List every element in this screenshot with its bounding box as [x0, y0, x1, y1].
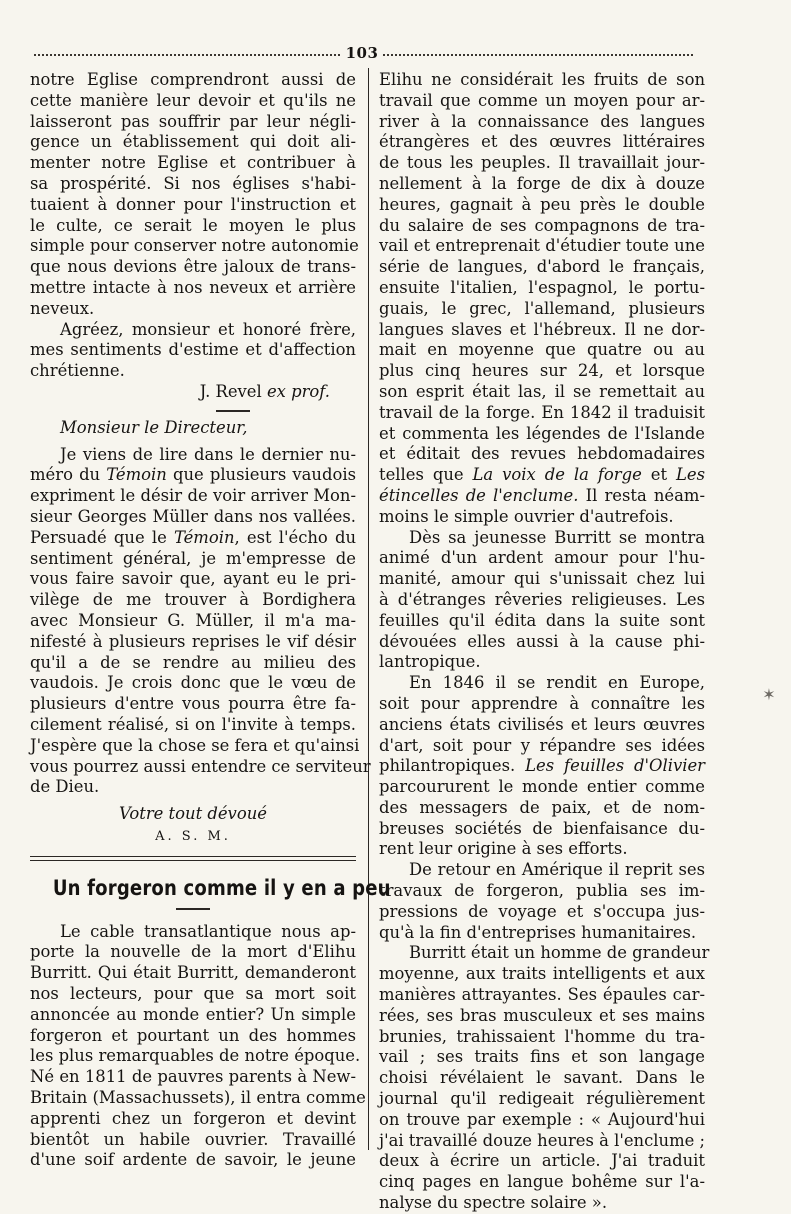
text-line: d'une soif ardente de savoir, le jeune — [30, 1150, 356, 1170]
signature-title: ex prof. — [266, 381, 330, 401]
text-line: feuilles qu'il édita dans la suite sont — [379, 610, 705, 630]
text-line: vous pourrez aussi entendre ce serviteur — [30, 756, 371, 776]
publication-title: Les — [676, 465, 705, 485]
text-line: sentiment général, je m'empresse de — [30, 548, 356, 568]
text-line: Agréez, monsieur et honoré frère, — [60, 319, 356, 339]
newspaper-name: Témoin — [106, 465, 167, 485]
text-line: soit pour apprendre à connaître les — [379, 693, 705, 713]
text-line: forgeron et pourtant un des hommes — [30, 1025, 356, 1045]
text-line: telles que La voix de la forge et Les — [379, 465, 705, 485]
text-line: plusieurs d'entre vous pourra être fa- — [30, 694, 356, 714]
text-line: Dès sa jeunesse Burritt se montra — [409, 527, 705, 547]
signature-name: J. Revel — [199, 381, 262, 401]
text-line: moyenne, aux traits intelligents et aux — [379, 964, 705, 984]
text-line: simple pour conserver notre autonomie — [30, 236, 359, 256]
text-line: vilège de me trouver à Bordighera — [30, 590, 356, 610]
letter-two-salutation: Monsieur le Directeur, — [60, 417, 248, 437]
publication-title: étincelles de l'enclume. — [379, 485, 579, 505]
text-line: Né en 1811 de pauvres parents à New- — [30, 1067, 356, 1087]
text-line: manité, amour qui s'unissait chez lui — [379, 569, 705, 589]
text-line: d'art, soit pour y répandre ses idées — [379, 735, 705, 755]
text-line: méro du Témoin que plusieurs vaudois — [30, 465, 356, 485]
article-paragraph-5 — [379, 943, 710, 1213]
header-ornament-left — [34, 54, 340, 56]
text-line: étincelles de l'enclume. Il resta néam- — [379, 485, 705, 505]
text-line: menter notre Eglise et contribuer à — [30, 153, 356, 173]
headline-separator — [176, 908, 210, 910]
text-line: river à la connaissance des langues — [379, 111, 705, 131]
text-line: qu'à la fin d'entreprises humanitaires. — [379, 922, 697, 942]
text-line: rent leur origine à ses efforts. — [379, 839, 628, 859]
letter-one-signature — [30, 382, 356, 403]
text-line: nellement à la forge de dix à douze — [379, 173, 705, 193]
left-column — [30, 70, 391, 1171]
text-line: vous faire savoir que, ayant eu le pri- — [30, 569, 356, 589]
text-line: étrangères et des œuvres littéraires — [379, 132, 705, 152]
text-line: journal qu'il redigeait régulièrement — [379, 1089, 705, 1109]
text-line: son esprit était las, il se remettait au — [379, 381, 705, 401]
text-line: série de langues, d'abord le français, — [379, 257, 705, 277]
text-line: à d'étranges rêveries religieuses. Les — [379, 589, 705, 609]
text-line: apprenti chez un forgeron et devint — [30, 1108, 356, 1128]
text-line: philantropiques. Les feuilles d'Olivier — [379, 756, 705, 776]
article-paragraph-1 — [379, 70, 705, 528]
text-line: ensuite l'italien, l'espagnol, le portu- — [379, 277, 705, 297]
letter-two-closing: Votre tout dévoué — [119, 804, 267, 824]
text-line: Je viens de lire dans le dernier nu- — [60, 444, 356, 464]
article-paragraph-2 — [379, 528, 705, 674]
text-line: Burritt. Qui était Burritt, demanderont — [30, 963, 356, 983]
text-line: neveux. — [30, 298, 95, 318]
text-line: mes sentiments d'estime et d'affection — [30, 340, 356, 360]
article-headline: Un forgeron comme il y en a peu — [52, 875, 391, 900]
page-number: 103 — [345, 44, 379, 62]
text-line: du salaire de ses compagnons de tra- — [379, 215, 705, 235]
text-line: pressions de voyage et s'occupa jus- — [379, 901, 705, 921]
text-line: vaudois. Je crois donc que le vœu de — [30, 673, 356, 693]
text-line: dévouées elles aussi à la cause phi- — [379, 631, 705, 651]
text-line: gence un établissement qui doit ali- — [30, 132, 356, 152]
text-line: travail de la forge. En 1842 il traduisit — [379, 402, 705, 422]
text-line: breuses sociétés de bienfaisance du- — [379, 818, 705, 838]
text-line: nifesté à plusieurs reprises le vif désir — [30, 631, 356, 651]
text-line: qu'il a de se rendre au milieu des — [30, 652, 356, 672]
text-line: rées, ses bras musculeux et ses mains — [379, 1005, 705, 1025]
right-column — [379, 70, 710, 1214]
text-line: cinq pages en langue bohême sur l'a- — [379, 1172, 705, 1192]
text-line: expriment le désir de voir arriver Mon- — [30, 486, 356, 506]
text-line: et commenta les légendes de l'Islande — [379, 423, 705, 443]
text-line: heures, gagnait à peu près le double — [379, 194, 705, 214]
column-divider — [368, 68, 369, 1150]
text-line: langues slaves et l'hébreux. Il ne dor- — [379, 319, 705, 339]
text-line: Elihu ne considérait les fruits de son — [379, 70, 705, 89]
text-line: moins le simple ouvrier d'autrefois. — [379, 506, 674, 526]
text-line: de Dieu. — [30, 777, 100, 797]
text-line: bientôt un habile ouvrier. Travaillé — [30, 1129, 356, 1149]
text-line: mettre intacte à nos neveux et arrière — [30, 277, 356, 297]
text-line: vail et entreprenait d'étudier toute une — [379, 236, 705, 256]
text-line: mait en moyenne que quatre ou au — [379, 340, 705, 360]
section-separator — [216, 410, 250, 412]
text-line: plus cinq heures sur 24, et lorsque — [379, 361, 705, 381]
article-separator — [30, 856, 356, 861]
text-line: deux à écrire un article. J'ai traduit — [379, 1151, 705, 1171]
text-line: des messagers de paix, et de nom- — [379, 797, 705, 817]
text-line: cilement réalisé, si on l'invite à temps. — [30, 714, 356, 734]
text-line: j'ai travaillé douze heures à l'enclume ; — [379, 1130, 706, 1150]
publication-title: Les feuilles d'Olivier — [525, 756, 705, 776]
text-line: manières attrayantes. Ses épaules car- — [379, 985, 705, 1005]
text-line: Burritt était un homme de grandeur — [409, 943, 710, 963]
letter-one-closing — [30, 320, 356, 382]
text-line: guais, le grec, l'allemand, plusieurs — [379, 298, 705, 318]
text-line: Britain (Massachussets), il entra comme — [30, 1088, 366, 1108]
article-body-start — [30, 921, 366, 1172]
text-line: laisseront pas souffrir par leur négli- — [30, 111, 356, 131]
text-line: de tous les peuples. Il travaillait jour- — [379, 153, 705, 173]
text-line: les plus remarquables de notre époque. — [30, 1046, 361, 1066]
text-line: notre Eglise comprendront aussi de — [30, 70, 356, 89]
text-line: Persuadé que le Témoin, est l'écho du — [30, 527, 356, 547]
text-line: lantropique. — [379, 652, 481, 672]
text-line: sieur Georges Müller dans nos vallées. — [30, 506, 356, 526]
text-line: Le cable transatlantique nous ap- — [60, 921, 356, 941]
text-line: vail ; ses traits fins et son langage — [379, 1047, 705, 1067]
text-line: travaux de forgeron, publia ses im- — [379, 881, 705, 901]
text-line: cette manière leur devoir et qu'ils ne — [30, 90, 356, 110]
text-line: nalyse du spectre solaire ». — [379, 1193, 608, 1213]
text-line: sa prospérité. Si nos églises s'habi- — [30, 173, 356, 193]
text-line: nos lecteurs, pour que sa mort soit — [30, 984, 356, 1004]
letter-two-signature: A. S. M. — [155, 828, 231, 844]
text-line: J'espère que la chose se fera et qu'ainsi — [30, 735, 360, 755]
text-line: chrétienne. — [30, 361, 125, 381]
text-line: animé d'un ardent amour pour l'hu- — [379, 548, 705, 568]
text-line: annoncée au monde entier? Un simple — [30, 1004, 356, 1024]
text-line: En 1846 il se rendit en Europe, — [409, 673, 705, 693]
text-line: le culte, ce serait le moyen le plus — [30, 215, 356, 235]
article-paragraph-4 — [379, 860, 705, 943]
text-line: on trouve par exemple : « Aujourd'hui — [379, 1109, 705, 1129]
publication-title: La voix de la forge — [472, 465, 642, 485]
text-line: travail que comme un moyen pour ar- — [379, 90, 705, 110]
text-line: avec Monsieur G. Müller, il m'a ma- — [30, 610, 356, 630]
text-line: parcoururent le monde entier comme — [379, 777, 705, 797]
text-line: que nous devions être jaloux de trans- — [30, 257, 356, 277]
text-line: et éditait des revues hebdomadaires — [379, 444, 705, 464]
header-ornament-right — [383, 54, 693, 56]
text-line: porte la nouvelle de la mort d'Elihu — [30, 942, 356, 962]
text-line: choisi révélaient le savant. Dans le — [379, 1068, 705, 1088]
text-line: De retour en Amérique il reprit ses — [409, 860, 705, 880]
paper-blemish-mark: ✶ — [762, 685, 776, 704]
text-line: tuaient à donner pour l'instruction et — [30, 194, 356, 214]
text-line: anciens états civilisés et leurs œuvres — [379, 714, 705, 734]
text-line: brunies, trahissaient l'homme du tra- — [379, 1026, 705, 1046]
newspaper-name: Témoin — [173, 527, 235, 547]
letter-one-body — [30, 70, 359, 320]
article-paragraph-3 — [379, 673, 705, 860]
letter-two-body — [30, 444, 371, 799]
